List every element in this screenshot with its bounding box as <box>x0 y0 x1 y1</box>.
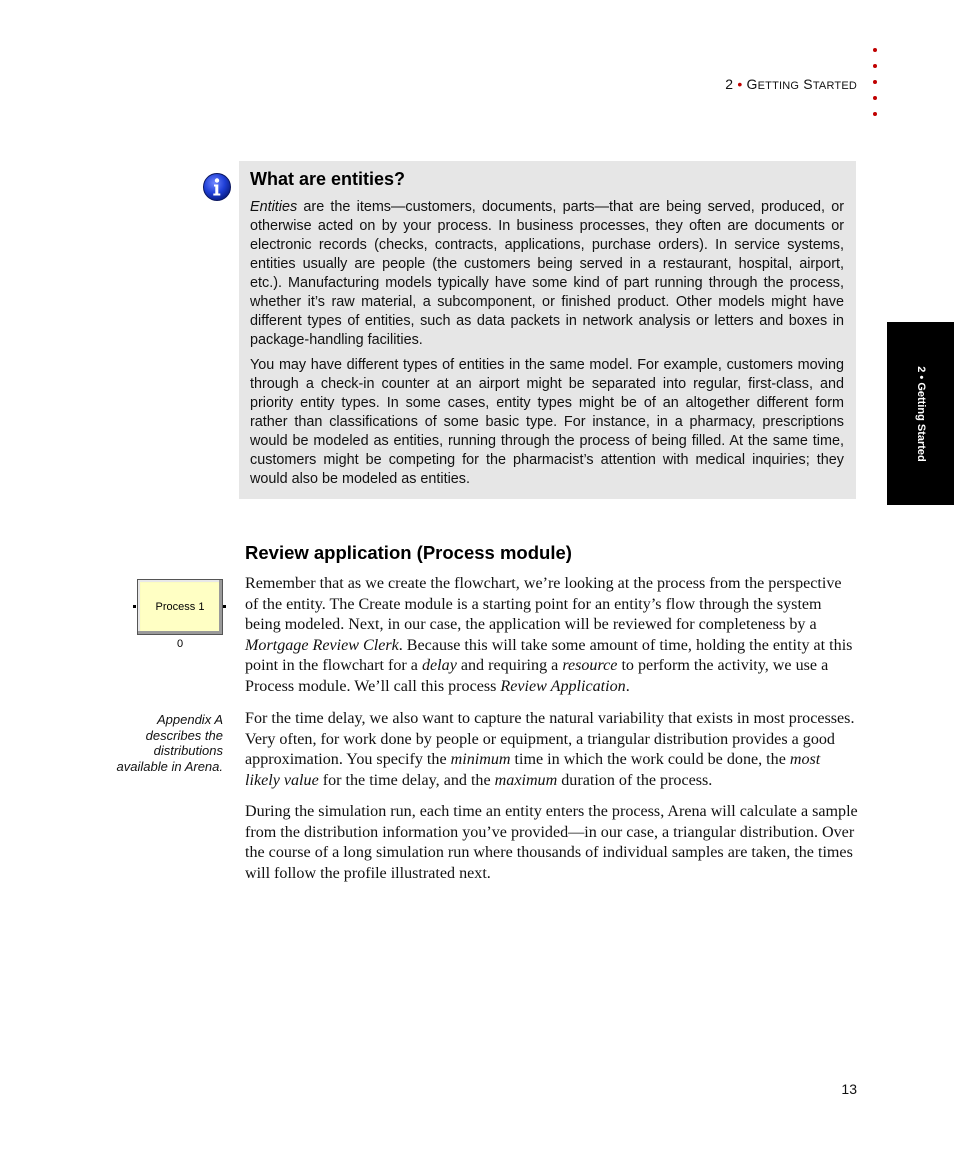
output-port <box>223 605 226 608</box>
body-emphasis: maximum <box>494 771 558 789</box>
running-header <box>725 76 857 92</box>
body-text: . <box>625 677 630 695</box>
dot <box>873 96 877 100</box>
decorative-dots <box>873 48 881 128</box>
body-text: duration of the process. <box>557 771 713 789</box>
process-module-count: 0 <box>176 638 184 650</box>
dot <box>873 64 877 68</box>
header-title-initial-s: S <box>803 76 813 92</box>
margin-note: Appendix A describes the distributions available in Arena. <box>116 712 223 774</box>
header-title-initial-g: G <box>746 76 758 92</box>
body-paragraph-1 <box>245 574 858 697</box>
body-text: For the time delay, we also want to capture the natural variability that exists in most processes. Very often, for work done by people or equipment, a triangular distribution provides a good approximation. You specify the <box>245 710 855 768</box>
body-paragraph-3: During the simulation run, each time an entity enters the process, Arena will calculate a sample from the distribution information you’ve provided—in our case, a triangular distribution. Over the course of a long simulation run where thousands of individual samples are taken, the times will follow the profile illustrated next. <box>245 803 858 882</box>
body-emphasis: minimum <box>450 751 511 768</box>
dot <box>873 80 877 84</box>
side-tab-label: 2 • Getting Started <box>914 365 927 462</box>
note-paragraph-2: You may have different types of entities in the same model. For example, customers moving through a check-in counter at an airport might be separated into regular, first-class, and priority entity types. In some cases, entity types might be of an altogether different form rather than classifications of some basic type. For instance, in a pharmacy, prescriptions would be modeled as entities, running through the process of being filled. At the same time, customers might be competing for the pharmacist’s attention with medical inquiries; they would also be modeled as entities. <box>250 357 844 487</box>
body-text: Remember that as we create the flowchart, we’re looking at the process from the perspective of the entity. The Create module is a starting point for an entity’s flow through the system being modeled. Next, in our case, the application will be reviewed for completeness by a <box>245 575 842 633</box>
note-title: What are entities? <box>250 169 406 189</box>
body-text: for the time delay, and the <box>318 771 495 789</box>
note-paragraph-1-text: are the items—customers, documents, parts—that are being served, produced, or otherwise acted on by your process. In business processes, they often are documents or electronic records (checks, contracts, applications, purchase orders). In service systems, entities usually are people (the customers being served in a restaurant, hospital, airport, etc.). Manufacturing models typically have some kind of part running through the process, whether it’s raw material, a subcomponent, or finished product. Other models might have different types of entities, such as data packets in network analysis or letters and boxes in package-handling facilities. <box>250 199 844 348</box>
section-heading: Review application (Process module) <box>245 542 572 563</box>
chapter-number: 2 <box>725 76 734 92</box>
dot <box>873 112 877 116</box>
body-paragraph-2 <box>245 709 858 791</box>
body-emphasis: delay <box>421 657 457 674</box>
dot <box>873 48 877 52</box>
body-emphasis: Review Application <box>500 677 626 695</box>
body-text: and requiring a <box>456 657 563 674</box>
body-text: . Because this will take some amount of time, holding the entity at this point in the flowchart for a <box>245 636 853 674</box>
body-text: to perform the activity, we use a Process module. We’ll call this process <box>245 657 829 695</box>
input-port <box>133 605 136 608</box>
note-paragraph-1 <box>250 198 844 350</box>
process-module-shape <box>137 579 223 635</box>
body-emphasis: Mortgage Review Clerk <box>245 636 399 654</box>
body-text: time in which the work could be done, the <box>510 751 790 768</box>
info-icon <box>202 172 232 202</box>
chapter-side-tab <box>887 322 954 505</box>
note-box-entities <box>239 161 856 499</box>
process-module-figure <box>133 578 227 652</box>
header-title-tarted: TARTED <box>812 80 857 92</box>
page-number: 13 <box>841 1081 857 1097</box>
header-bullet: • <box>737 76 743 92</box>
body-emphasis: resource <box>562 657 618 674</box>
header-title-etting: ETTING <box>757 80 800 92</box>
note-term-entities: Entities <box>250 199 298 215</box>
body-emphasis: most likely value <box>245 751 821 789</box>
process-module-label: Process 1 <box>155 601 205 613</box>
